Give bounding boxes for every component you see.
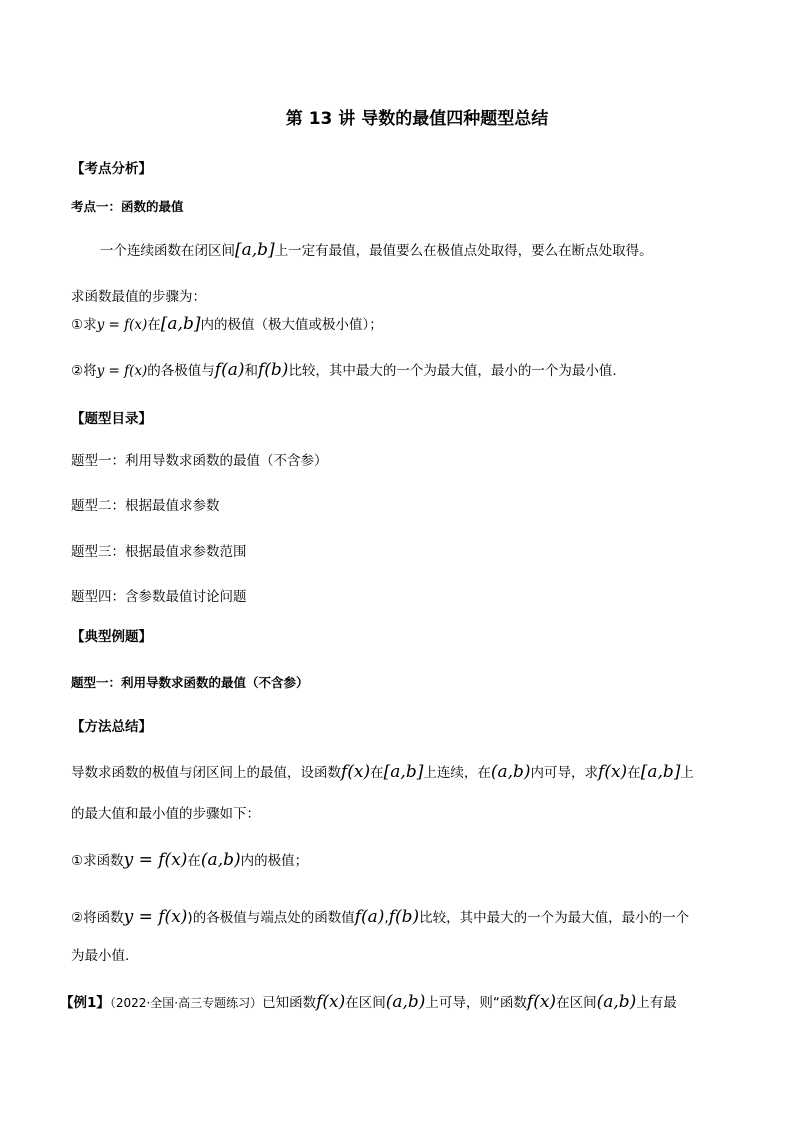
catalog-item-1: 题型一：利用导数求函数的最值（不含参）	[71, 453, 328, 469]
example1-c: 上可导，则“函数	[425, 995, 527, 1011]
step1-expr: y = f(x)	[96, 317, 148, 333]
step2-mid1: 的各极值与	[147, 363, 215, 379]
page-title: 第 13 讲 导数的最值四种题型总结	[285, 109, 549, 129]
step2-post: 比较，其中最大的一个为最大值，最小的一个为最小值.	[288, 363, 617, 379]
example1-source: （2022·全国·高三专题练习）	[109, 996, 263, 1010]
para-continuous-function	[100, 239, 653, 260]
section-heading-lidi: 【典型例题】	[71, 629, 152, 645]
method-step-2-cont: 为最小值.	[71, 948, 130, 964]
mstep2-pre: ②将函数	[71, 910, 124, 926]
method1-e: 在	[627, 765, 641, 781]
catalog-item-4: 题型四：含参数最值讨论问题	[71, 589, 247, 605]
method-step-2	[71, 906, 689, 927]
method1-ab2: (a,b)	[490, 762, 531, 782]
method1-ab3: [a,b]	[640, 762, 681, 782]
mstep2-mid: )的各极值与端点处的函数值	[187, 910, 355, 926]
step2-fb: f(b)	[257, 360, 289, 380]
step1-post: 内的极值（极大值或极小值）；	[200, 317, 383, 333]
method1-b: 在	[370, 765, 384, 781]
mstep2-fa: f(a)	[354, 907, 385, 927]
mstep2-post: 比较，其中最大的一个为最大值，最小的一个	[419, 910, 690, 926]
step-2	[71, 359, 617, 380]
example1-d: 在区间	[556, 995, 597, 1011]
step1-pre: ①求	[71, 317, 97, 333]
step1-interval: [a,b]	[160, 314, 201, 334]
catalog-item-2: 题型二：根据最值求参数	[71, 498, 220, 514]
method-line-2: 的最大值和最小值的步骤如下：	[71, 806, 260, 822]
section-heading-method: 【方法总结】	[71, 719, 152, 735]
steps-intro: 求函数最值的步骤为：	[71, 289, 206, 305]
method1-f: 上	[680, 765, 694, 781]
step-1	[71, 313, 383, 334]
method1-ab1: [a,b]	[383, 762, 424, 782]
mstep2-expr: y = f(x)	[123, 907, 188, 927]
step2-pre: ②将	[71, 363, 97, 379]
step2-fa: f(a)	[214, 360, 245, 380]
mstep1-pre: ①求函数	[71, 853, 124, 869]
method1-fx2: f(x)	[598, 762, 628, 782]
method1-c: 上连续，在	[423, 765, 491, 781]
kaodian1-heading: 考点一：函数的最值	[71, 199, 184, 214]
mstep1-expr: y = f(x)	[123, 850, 188, 870]
example1-b: 在区间	[345, 995, 386, 1011]
example1-a: 已知函数	[262, 995, 317, 1011]
example1-ab2: (a,b)	[596, 992, 637, 1012]
example1-ab1: (a,b)	[385, 992, 426, 1012]
method-line-1	[71, 761, 694, 782]
example-1	[60, 991, 677, 1012]
example1-label: 【例1】	[60, 995, 110, 1011]
step1-mid: 在	[147, 317, 161, 333]
catalog-item-3: 题型三：根据最值求参数范围	[71, 544, 247, 560]
step2-mid2: 和	[244, 363, 258, 379]
para1-pre: 一个连续函数在闭区间	[100, 243, 235, 259]
mstep2-fb: f(b)	[388, 907, 420, 927]
method1-fx1: f(x)	[341, 762, 371, 782]
type1-heading: 题型一：利用导数求函数的最值（不含参）	[71, 675, 309, 690]
step2-expr: y = f(x)	[96, 363, 148, 379]
method1-d: 内可导，求	[530, 765, 599, 781]
mstep1-post: 内的极值；	[240, 853, 309, 869]
example1-fx2: f(x)	[526, 992, 557, 1012]
method-step-1	[71, 849, 308, 870]
mstep1-interval: (a,b)	[200, 850, 241, 870]
mstep1-mid: 在	[187, 853, 201, 869]
para1-post: 上一定有最值，最值要么在极值点处取得，要么在断点处取得。	[274, 243, 653, 259]
example1-e: 上有最	[636, 995, 677, 1011]
mstep2-comma: ,	[384, 910, 389, 926]
example1-fx1: f(x)	[316, 992, 346, 1012]
method1-a: 导数求函数的极值与闭区间上的最值，设函数	[71, 765, 341, 781]
section-heading-mulu: 【题型目录】	[71, 411, 152, 427]
section-heading-kaodian: 【考点分析】	[71, 161, 152, 177]
interval-ab: [a,b]	[235, 240, 275, 260]
